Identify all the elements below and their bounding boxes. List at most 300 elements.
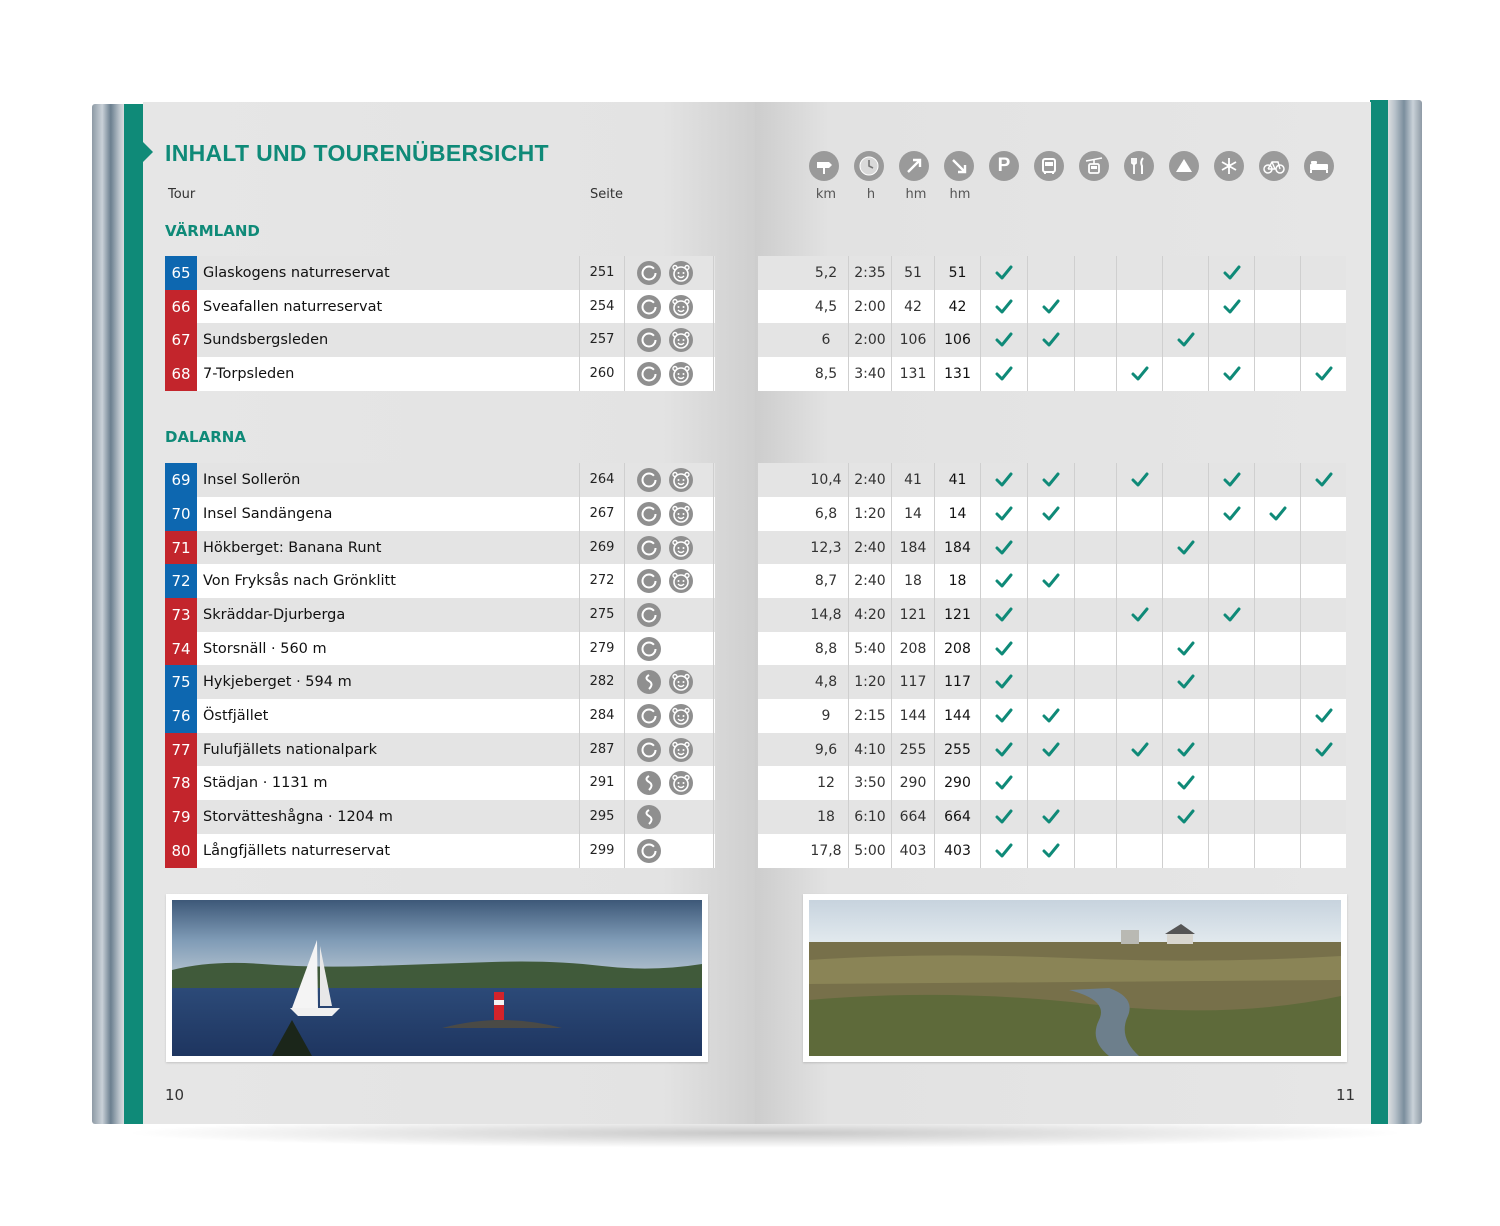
tour-row-right [758,463,1346,497]
tour-number-badge: 69 [165,463,197,497]
empty-cell [1300,564,1346,598]
tour-duration: 5:40 [848,632,891,666]
tour-distance: 14,8 [810,607,842,623]
tour-duration: 1:20 [848,497,891,531]
tour-ascent: 664 [891,800,934,834]
checkmark-icon [1162,665,1208,699]
empty-cell [1208,733,1254,767]
empty-cell [1208,800,1254,834]
tour-distance: 6,8 [814,506,838,522]
tour-number-badge: 78 [165,766,197,800]
kids-icon [669,502,693,526]
empty-cell [1074,463,1116,497]
parking-icon: P [989,151,1019,181]
tour-row-right [758,632,1346,666]
tour-type-icons [637,536,693,560]
tour-number-badge: 74 [165,632,197,666]
tour-type-icons [637,805,661,829]
empty-cell [1254,665,1300,699]
moorland-image [809,900,1341,1056]
empty-cell [1074,834,1116,868]
photo-moorland [803,894,1347,1062]
checkmark-icon [1162,531,1208,565]
tour-descent: 255 [934,733,980,767]
tour-name: Hykjeberget · 594 m [203,674,352,690]
tour-row-left [165,290,715,324]
tour-number-badge: 79 [165,800,197,834]
tour-type-icons [637,670,693,694]
checkmark-icon [1300,699,1346,733]
bike-icon [1259,151,1289,181]
tour-number-badge: 66 [165,290,197,324]
tour-ascent: 51 [891,256,934,290]
page-column-header: Seite [590,187,623,202]
empty-cell [1116,699,1162,733]
checkmark-icon [1116,733,1162,767]
tour-name: Sundsbergsleden [203,332,329,348]
tour-type-icons [637,839,661,863]
loop-icon [637,839,661,863]
empty-cell [1208,531,1254,565]
empty-cell [1254,699,1300,733]
empty-cell [1116,766,1162,800]
tour-type-icons [637,738,693,762]
tour-ascent: 41 [891,463,934,497]
tour-name: Insel Sandängena [203,506,333,522]
tour-ascent: 208 [891,632,934,666]
tour-descent: 106 [934,323,980,357]
checkmark-icon [1116,357,1162,391]
empty-cell [1254,256,1300,290]
empty-cell [1027,598,1074,632]
tour-duration: 4:20 [848,598,891,632]
tour-duration: 4:10 [848,733,891,767]
empty-cell [1254,323,1300,357]
cover-band-left [124,104,144,1124]
photo-lake-sailboat [166,894,708,1062]
tour-descent: 664 [934,800,980,834]
winter-icon [1214,151,1244,181]
column-divider [713,766,714,800]
tour-number-badge: 73 [165,598,197,632]
tour-page-number: 284 [579,699,625,733]
column-divider [713,598,714,632]
empty-cell [1074,290,1116,324]
tour-name: Skräddar-Djurberga [203,607,346,623]
kids-icon [669,536,693,560]
column-divider [713,497,714,531]
column-divider [713,290,714,324]
tour-row-right [758,357,1346,391]
column-divider [713,323,714,357]
tour-number-badge: 71 [165,531,197,565]
tour-row-left [165,733,715,767]
checkmark-icon [1027,290,1074,324]
tour-distance: 12,3 [810,540,842,556]
empty-cell [1254,463,1300,497]
checkmark-icon [1027,463,1074,497]
empty-cell [1074,256,1116,290]
loop-icon [637,637,661,661]
tour-ascent: 42 [891,290,934,324]
cable-car-icon [1079,151,1109,181]
tour-distance: 12 [817,775,835,791]
bus-icon [1034,151,1064,181]
tour-descent: 208 [934,632,980,666]
tour-duration: 6:10 [848,800,891,834]
checkmark-icon [1162,800,1208,834]
checkmark-icon [980,632,1027,666]
kids-icon [669,362,693,386]
kids-icon [669,328,693,352]
empty-cell [1208,834,1254,868]
empty-cell [1074,766,1116,800]
checkmark-icon [1300,463,1346,497]
lake-sailboat-image [172,900,702,1056]
tour-row-right [758,665,1346,699]
checkmark-icon [980,834,1027,868]
tour-row-left [165,256,715,290]
tour-number-badge: 77 [165,733,197,767]
hut-icon [1169,151,1199,181]
empty-cell [1300,598,1346,632]
empty-cell [1162,699,1208,733]
checkmark-icon [980,531,1027,565]
empty-cell [1027,256,1074,290]
checkmark-icon [1116,598,1162,632]
empty-cell [1300,665,1346,699]
empty-cell [1300,632,1346,666]
tour-type-icons [637,261,693,285]
tour-ascent: 106 [891,323,934,357]
tour-distance: 9 [821,708,831,724]
bed-icon [1304,151,1334,181]
tour-ascent: 255 [891,733,934,767]
tour-descent: 42 [934,290,980,324]
checkmark-icon [1027,834,1074,868]
tour-page-number: 254 [579,290,625,324]
tour-number-badge: 80 [165,834,197,868]
tour-type-icons [637,502,693,526]
tour-duration: 3:50 [848,766,891,800]
empty-cell [1116,665,1162,699]
column-divider [713,800,714,834]
tour-name: Fulufjällets nationalpark [203,742,378,758]
tour-name: Städjan · 1131 m [203,775,328,791]
tour-type-icons [637,603,661,627]
tour-distance: 9,6 [814,742,838,758]
tour-ascent: 14 [891,497,934,531]
page-number-left: 10 [165,1086,185,1104]
empty-cell [1300,323,1346,357]
checkmark-icon [1116,463,1162,497]
empty-cell [1074,323,1116,357]
tour-row-right [758,564,1346,598]
empty-cell [1208,323,1254,357]
tour-page-number: 299 [579,834,625,868]
stat-label: hm [949,187,971,202]
tour-duration: 2:00 [848,290,891,324]
column-divider [713,733,714,767]
kids-icon [669,670,693,694]
tour-ascent: 131 [891,357,934,391]
empty-cell [1074,598,1116,632]
tour-ascent: 403 [891,834,934,868]
tour-row-left [165,323,715,357]
empty-cell [1116,531,1162,565]
tour-row-right [758,323,1346,357]
checkmark-icon [980,463,1027,497]
checkmark-icon [1162,632,1208,666]
tour-page-number: 275 [579,598,625,632]
tour-duration: 2:35 [848,256,891,290]
empty-cell [1074,665,1116,699]
checkmark-icon [1162,323,1208,357]
direction-sign-icon [809,151,839,181]
empty-cell [1027,766,1074,800]
tour-duration: 2:40 [848,531,891,565]
tour-name: Långfjällets naturreservat [203,843,391,859]
tour-row-right [758,766,1346,800]
tour-type-icons [637,771,693,795]
tour-page-number: 269 [579,531,625,565]
loop-icon [637,468,661,492]
tour-page-number: 260 [579,357,625,391]
tour-duration: 5:00 [848,834,891,868]
empty-cell [1116,564,1162,598]
column-divider [713,256,714,290]
empty-cell [1208,665,1254,699]
kids-icon [669,738,693,762]
tour-distance: 4,5 [814,299,838,315]
tour-type-icons [637,637,661,661]
empty-cell [1074,564,1116,598]
tour-name: 7-Torpsleden [203,366,295,382]
tour-row-left [165,531,715,565]
tour-distance: 6 [821,332,831,348]
tour-name: Von Fryksås nach Grönklitt [203,573,396,589]
checkmark-icon [1208,290,1254,324]
empty-cell [1162,834,1208,868]
tour-row-right [758,598,1346,632]
title-marker-icon [143,142,153,162]
checkmark-icon [980,733,1027,767]
tour-name: Sveafallen naturreservat [203,299,383,315]
checkmark-icon [1027,733,1074,767]
checkmark-icon [1162,766,1208,800]
column-divider [713,564,714,598]
loop-icon [637,295,661,319]
tour-duration: 2:15 [848,699,891,733]
checkmark-icon [1027,800,1074,834]
checkmark-icon [1208,357,1254,391]
empty-cell [1162,564,1208,598]
tour-duration: 1:20 [848,665,891,699]
book-edge-left [92,104,126,1124]
tour-row-left [165,632,715,666]
tour-type-icons [637,362,693,386]
tour-row-left [165,834,715,868]
tour-page-number: 282 [579,665,625,699]
kids-icon [669,468,693,492]
column-divider [713,632,714,666]
loop-icon [637,261,661,285]
empty-cell [1254,800,1300,834]
tour-type-icons [637,569,693,593]
column-divider [713,357,714,391]
tour-type-icons [637,328,693,352]
tour-number-badge: 72 [165,564,197,598]
loop-icon [637,738,661,762]
tour-row-left [165,598,715,632]
clock-icon [854,151,884,181]
empty-cell [1254,531,1300,565]
tour-page-number: 295 [579,800,625,834]
empty-cell [1254,290,1300,324]
tour-ascent: 184 [891,531,934,565]
tour-descent: 18 [934,564,980,598]
checkmark-icon [1300,733,1346,767]
tour-type-icons [637,468,693,492]
tour-row-left [165,497,715,531]
tour-distance: 4,8 [814,674,838,690]
empty-cell [1074,497,1116,531]
checkmark-icon [980,766,1027,800]
tour-type-icons [637,295,693,319]
empty-cell [1254,564,1300,598]
empty-cell [1208,632,1254,666]
tour-name: Insel Sollerön [203,472,301,488]
checkmark-icon [980,800,1027,834]
descent-arrow-icon [944,151,974,181]
kids-icon [669,704,693,728]
tour-distance: 18 [817,809,835,825]
tour-row-right [758,699,1346,733]
one-way-icon [637,805,661,829]
one-way-icon [637,670,661,694]
tour-row-left [165,766,715,800]
empty-cell [1300,834,1346,868]
checkmark-icon [980,564,1027,598]
section-heading-varmland: VÄRMLAND [165,222,260,240]
tour-distance: 17,8 [810,843,842,859]
tour-descent: 41 [934,463,980,497]
tour-number-badge: 65 [165,256,197,290]
tour-distance: 8,7 [814,573,838,589]
empty-cell [1116,323,1162,357]
tour-row-right [758,531,1346,565]
tour-distance: 8,8 [814,641,838,657]
tour-page-number: 264 [579,463,625,497]
empty-cell [1074,800,1116,834]
checkmark-icon [1027,564,1074,598]
tour-distance: 8,5 [814,366,838,382]
tour-page-number: 279 [579,632,625,666]
empty-cell [1027,531,1074,565]
empty-cell [1254,733,1300,767]
cover-band-right [1370,100,1388,1124]
empty-cell [1027,357,1074,391]
tour-duration: 2:40 [848,463,891,497]
empty-cell [1116,256,1162,290]
stat-label: h [866,187,876,202]
tour-row-right [758,733,1346,767]
empty-cell [1027,632,1074,666]
tour-duration: 2:00 [848,323,891,357]
checkmark-icon [980,699,1027,733]
tour-row-left [165,564,715,598]
tour-descent: 144 [934,699,980,733]
loop-icon [637,362,661,386]
tour-row-left [165,800,715,834]
empty-cell [1074,357,1116,391]
ascent-arrow-icon [899,151,929,181]
tour-name: Glaskogens naturreservat [203,265,390,281]
empty-cell [1254,766,1300,800]
tour-row-left [165,665,715,699]
tour-page-number: 272 [579,564,625,598]
tour-ascent: 121 [891,598,934,632]
tour-page-number: 251 [579,256,625,290]
tour-name: Hökberget: Banana Runt [203,540,382,556]
tour-type-icons [637,704,693,728]
empty-cell [1208,766,1254,800]
tour-distance: 10,4 [810,472,842,488]
empty-cell [1162,598,1208,632]
empty-cell [1254,598,1300,632]
tour-row-left [165,357,715,391]
checkmark-icon [980,323,1027,357]
tour-duration: 3:40 [848,357,891,391]
tour-descent: 117 [934,665,980,699]
section-heading-dalarna: DALARNA [165,428,246,446]
column-divider [713,665,714,699]
empty-cell [1074,531,1116,565]
kids-icon [669,295,693,319]
one-way-icon [637,771,661,795]
empty-cell [1162,463,1208,497]
empty-cell [1300,800,1346,834]
tour-row-left [165,699,715,733]
empty-cell [1116,632,1162,666]
loop-icon [637,502,661,526]
tour-name: Storvätteshågna · 1204 m [203,809,393,825]
column-divider [713,834,714,868]
checkmark-icon [1208,256,1254,290]
tour-descent: 51 [934,256,980,290]
loop-icon [637,569,661,593]
tour-descent: 184 [934,531,980,565]
empty-cell [1162,497,1208,531]
tour-ascent: 144 [891,699,934,733]
book-edge-right [1386,100,1422,1124]
tour-number-badge: 70 [165,497,197,531]
tour-page-number: 291 [579,766,625,800]
checkmark-icon [980,598,1027,632]
checkmark-icon [1027,699,1074,733]
loop-icon [637,328,661,352]
tour-descent: 131 [934,357,980,391]
loop-icon [637,704,661,728]
empty-cell [1208,564,1254,598]
checkmark-icon [980,256,1027,290]
empty-cell [1300,531,1346,565]
stat-label: km [815,187,837,202]
empty-cell [1162,256,1208,290]
tour-duration: 2:40 [848,564,891,598]
restaurant-icon [1124,151,1154,181]
tour-row-right [758,497,1346,531]
